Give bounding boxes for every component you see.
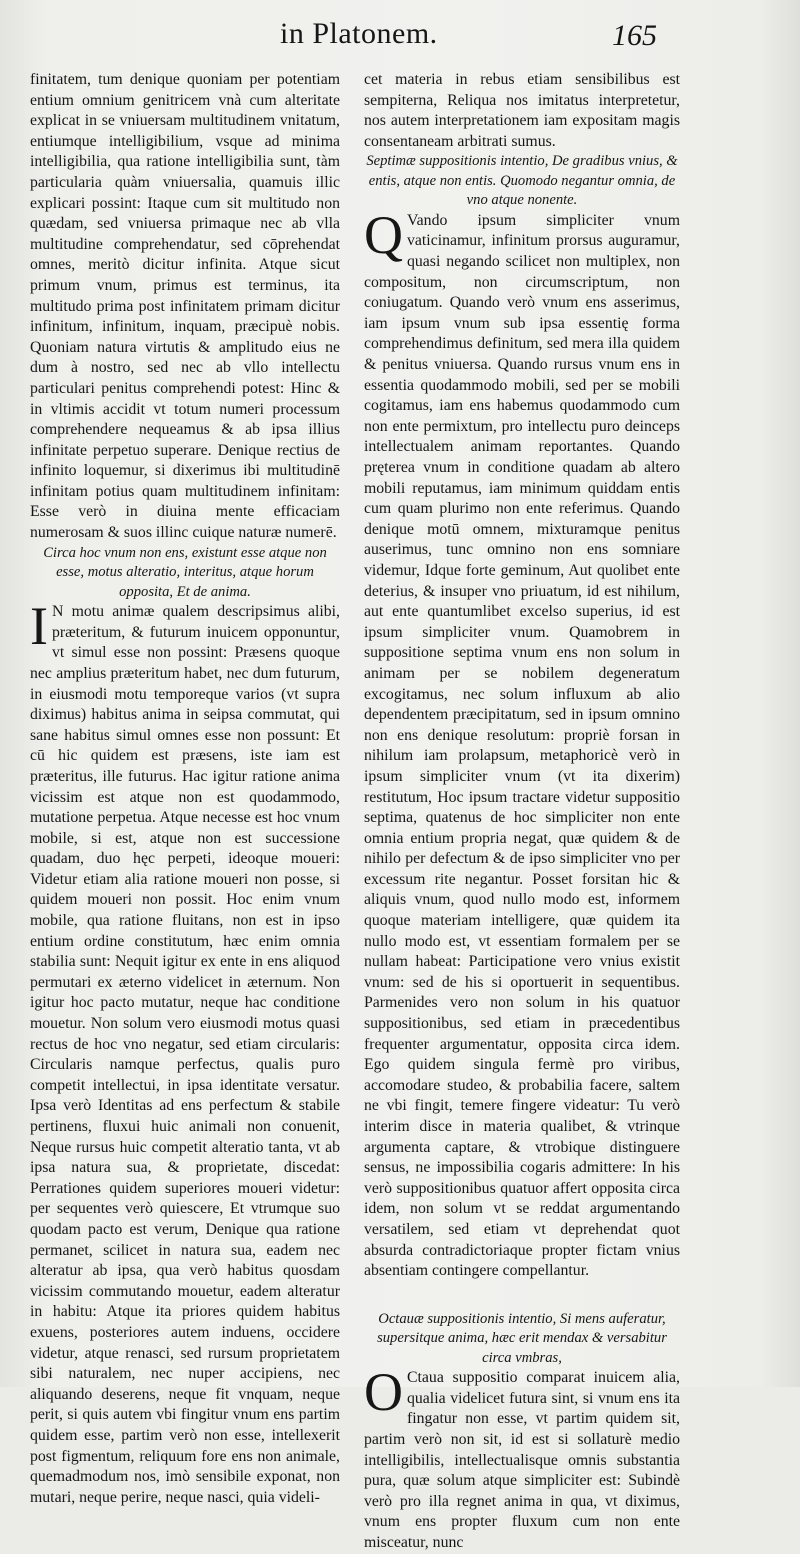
section-heading: Septimæ suppositionis intentio, De gradibus vnius, & entis, atque non entis. Quomodo negantur omnia, de vno atque nonente.	[366, 153, 678, 209]
body-paragraph: QVando ipsum simpliciter vnum vaticinamur, infinitum prorsus auguramur, quasi negando scilicet non multiplex, non compositum, non circumscriptum, non coniugatum. Quando verò vnum ens asserimus, iam ipsum vnum sub ipsa essentię forma comprehendimus definitum, sed mera illa quidem & penitus vniuersa. Quando rursus vnum ens in essentia quodammodo mobili, sed per se mobili cogitamus, iam ens habemus quodammodo cum non ente permixtum, pro intellectu puro deinceps intellectualem animam reportantes. Quando pręterea vnum in conditione quadam ab altero mobili reputamus, iam minimum quiddam entis cum quam plurimo non ente referimus. Quando denique motū omnem, mixturamque penitus auserimus, tunc omnino non ens somniare videmur, Idque forte geminum, Aut quolibet ente deterius, & insuper vno priuatum, id est nihilum, aut ente quantumlibet excelso superius, id est ipsum simpliciter vnum. Quamobrem in suppositione septima vnum ens non solum in animam per se nobilem degeneratum excogitamus, nec solum influxum ab alio dependentem præcipitatum, sed in ipsum omnino non ens denique resolutum: propriè forsan in nihilum iam prolapsum, metaphoricè verò in ipsum simpliciter vnum (vt ita dixerim) restitutum, Hoc ipsum tractare videtur suppositio septima, quatenus de hoc simpliciter non ente omnia entium propria negat, quæ quidem & de nihilo per defectum & de ipso simpliciter vno per excessum rite negantur. Posset forsitan hic & aliquis vnum, quod nullo modo est, informem quoque materiam intelligere, quæ quidem ita nullo modo est, vt essentiam formalem per se nullam habeat: Participatione vero vnius existit vnum: sed de his si oportuerit in sequentibus. Parmenides vero non solum in his quatuor suppositionibus, sed etiam in præcedentibus frequenter argumentatur, opposita circa idem. Ego quidem singula fermè pro viribus, accomodare studeo, & probabilia facere, saltem ne vbi fingit, temere fingere videatur: Tu verò interim disce in materia qualibet, & vtrinque argumenta captare, & vtrobique distinguere sensus, ne impossibilia cogaris admittere: In his verò suppositionibus quatuor affert opposita circa idem, non solum vt se reddat argumentando versatilem, sed etiam vt deprehendat quot absurda contradictoriaque propter fictam vnius absentiam contingere compellantur.	[364, 204, 680, 1280]
page-number: 165	[612, 19, 657, 52]
section-heading: Circa hoc vnum non ens, existunt esse atque non esse, motus alteratio, interitus, atque horum opposita, Et de anima.	[43, 544, 327, 600]
left-column	[30, 70, 340, 1508]
right-column	[364, 70, 680, 1554]
page-edge-shadow	[760, 0, 800, 1387]
body-paragraph: OCtaua suppositio comparat inuicem alia, qualia videlicet futura sint, si vnum ens ita fingatur non esse, vt partim quidem sit, partim verò non sit, id est si sollaturè medio intelligibilis, intellectualisque omnis substantia pura, quæ solum atque simpliciter est: Subindè verò pro illa regnet anima in qua, vt diximus, vnum ens propter fluxum cum non ente misceatur, nunc	[364, 1362, 680, 1551]
body-paragraph: IN motu animæ qualem descripsimus alibi, præteritum, & futurum inuicem opponuntur, vt simul esse non possint: Præsens quoque nec amplius præteritum habet, nec dum futurum, in eiusmodi motu temporeque varios (vt supra diximus) habitus anima in seipsa commutat, qui sane habitus simul omnes esse non possunt: Et cū hic quidem est præsens, iste iam est præteritus, ille futurus. Hac igitur ratione anima vicissim est atque non est quodammodo, mutatione perpetua. Atque necesse est hoc vnum mobile, si est, atque non est successione quadam, duo hęc perpeti, ideoque moueri: Videtur etiam alia ratione moueri non posse, si quidem moueri non possit. Hoc enim vnum mobile, qua ratione fluitans, non est in ipso entium ordine constitutum, hæc enim omnia stabilia sunt: Nequit igitur ex ente in ens aliquod permutari ex æterno videlicet in æternum. Non igitur hoc pacto mutatur, neque hac conditione mouetur. Non solum vero eiusmodi motus quasi rectus de hoc vno negatur, sed etiam circularis: Circularis namque perfectus, qualis puro competit intellectui, in ipsa identitate versatur. Ipsa verò Identitas ad ens perfectum & stabile pertinens, fluxui huic animali non conuenit, Neque rursus huic competit alteratio tanta, vt ab ipsa natura sua, & proprietate, discedat: Perrationes quidem superiores moueri videtur: per sequentes verò quiescere, Et vtrumque suo quodam pacto est verum, Denique qua ratione permanet, scilicet in natura sua, eadem nec alteratur ab ipsa, qua verò habitus quosdam vicissim commutando mouetur, eadem alteratur in habitu: Atque ita priores quidem habitus exuens, posteriores autem induens, occidere videtur, atque renasci, sed rursum proprietatem sibi naturalem, nec nuper accipiens, nec aliquando deserens, neque fit vnquam, neque perit, si quis autem vbi fingitur vnum ens partim quidem esse, partim verò non esse, intellexerit post figmentum, reliquum fore ens non animale, quemadmodum nos, imò sensibile exponat, non mutari, neque perire, neque nasci, quia videli-	[30, 596, 340, 1506]
body-paragraph: cet materia in rebus etiam sensibilibus est sempiterna, Reliqua nos imitatus interpretetur, nos autem interpretationem iam expositam magis consentaneam arbitrati sumus.	[364, 71, 680, 150]
body-paragraph: finitatem, tum denique quoniam per potentiam entium omnium genitricem vnà cum alteritate explicat in se vniuersam multitudinem vnitatum, entiumque intelligibilium, vsque ad minima intelligibilia, qua ratione intelligibilia sunt, tàm particularia quàm vniuersalia, quamuis illic explicari possint: Itaque cum sit multitudo non quædam, sed vniuersa primaque nec ab vlla multitudine comprehendatur, sed cōprehendat omnes, meritò dicitur infinita. Atque sicut primum vnum, primus est terminus, ita multitudo prima post infinitatem primam dicitur infinitum, infinitum, inquam, præcipuè nobis. Quoniam natura virtutis & amplitudo eius ne dum à nostro, sed nec ab vllo intellectu particulari penitus comprehendi potest: Hinc & in vltimis accidit vt totum numeri processum comprehendere nequeamus & ab ipsa illius infinitate perpetuo superare. Denique rectius de infinito loquemur, si dixerimus ibi multitudinē infinitam potius quam multitudinem infinitam: Esse verò in diuina mente efficaciam numerosam & suos illinc cuique naturæ numerē.	[30, 71, 340, 542]
section-heading: Octauæ suppositionis intentio, Si mens auferatur, supersitque anima, hæc erit mendax & versabitur circa vmbras,	[377, 1310, 667, 1366]
running-title: in Platonem.	[280, 17, 438, 50]
